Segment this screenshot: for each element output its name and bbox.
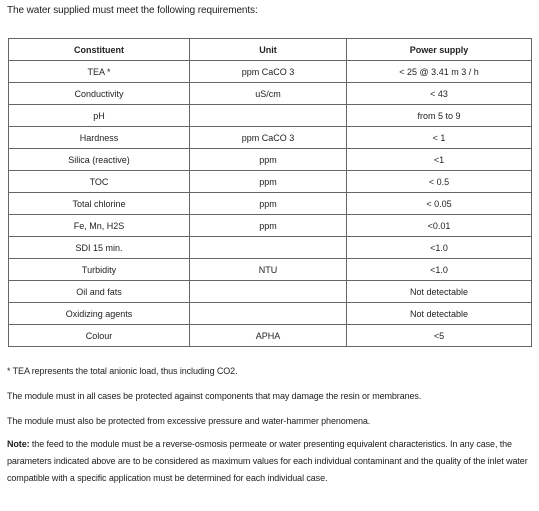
intro-text: The water supplied must meet the following requirements: bbox=[7, 5, 258, 16]
table-row bbox=[9, 149, 532, 171]
unit-cell bbox=[190, 237, 347, 259]
requirements-table bbox=[8, 38, 532, 347]
constituent-cell: Total chlorine bbox=[9, 193, 190, 215]
unit-cell: ppm bbox=[190, 149, 347, 171]
limit-cell: <1 bbox=[347, 149, 532, 171]
table-row bbox=[9, 171, 532, 193]
limit-cell: <0.01 bbox=[347, 215, 532, 237]
limit-cell: Not detectable bbox=[347, 281, 532, 303]
limit-cell: <1.0 bbox=[347, 237, 532, 259]
unit-cell: ppm bbox=[190, 215, 347, 237]
unit-cell bbox=[190, 105, 347, 127]
limit-cell: < 43 bbox=[347, 83, 532, 105]
table-row bbox=[9, 237, 532, 259]
constituent-cell: Oil and fats bbox=[9, 281, 190, 303]
table-row bbox=[9, 193, 532, 215]
unit-cell bbox=[190, 281, 347, 303]
tea-footnote: * TEA represents the total anionic load, thus including CO2. bbox=[7, 366, 238, 376]
constituent-cell: TEA * bbox=[9, 61, 190, 83]
table-header-row bbox=[9, 39, 532, 61]
note-text: the feed to the module must be a reverse-osmosis permeate or water presenting equivalent characteristics. In any case, the parameters indicated above are to be considered as maximum values for each individual contaminant and the quality of the inlet water compatible with a specific application must be determined for each individual case. bbox=[7, 439, 528, 483]
protection-note-resin: The module must in all cases be protected against components that may damage the resin or membranes. bbox=[7, 391, 422, 401]
constituent-cell: Turbidity bbox=[9, 259, 190, 281]
unit-cell bbox=[190, 303, 347, 325]
limit-cell: < 25 @ 3.41 m 3 / h bbox=[347, 61, 532, 83]
unit-cell: uS/cm bbox=[190, 83, 347, 105]
limit-cell: < 1 bbox=[347, 127, 532, 149]
protection-note-pressure: The module must also be protected from excessive pressure and water-hammer phenomena. bbox=[7, 416, 371, 426]
limit-cell: <1.0 bbox=[347, 259, 532, 281]
table-row bbox=[9, 325, 532, 347]
limit-cell: <5 bbox=[347, 325, 532, 347]
constituent-cell: Oxidizing agents bbox=[9, 303, 190, 325]
table-row bbox=[9, 127, 532, 149]
notes-section bbox=[7, 365, 535, 499]
table-row bbox=[9, 61, 532, 83]
feed-water-note bbox=[7, 436, 535, 487]
unit-cell: APHA bbox=[190, 325, 347, 347]
column-header-power-supply: Power supply bbox=[347, 39, 532, 61]
constituent-cell: pH bbox=[9, 105, 190, 127]
table-row bbox=[9, 215, 532, 237]
limit-cell: < 0.05 bbox=[347, 193, 532, 215]
constituent-cell: Conductivity bbox=[9, 83, 190, 105]
limit-cell: < 0.5 bbox=[347, 171, 532, 193]
limit-cell: Not detectable bbox=[347, 303, 532, 325]
constituent-cell: Fe, Mn, H2S bbox=[9, 215, 190, 237]
table-row bbox=[9, 259, 532, 281]
unit-cell: ppm bbox=[190, 193, 347, 215]
limit-cell: from 5 to 9 bbox=[347, 105, 532, 127]
unit-cell: ppm bbox=[190, 171, 347, 193]
constituent-cell: TOC bbox=[9, 171, 190, 193]
unit-cell: ppm CaCO 3 bbox=[190, 61, 347, 83]
table-row bbox=[9, 83, 532, 105]
constituent-cell: Hardness bbox=[9, 127, 190, 149]
table-row bbox=[9, 281, 532, 303]
column-header-unit: Unit bbox=[190, 39, 347, 61]
constituent-cell: Colour bbox=[9, 325, 190, 347]
table-row bbox=[9, 105, 532, 127]
constituent-cell: SDI 15 min. bbox=[9, 237, 190, 259]
unit-cell: ppm CaCO 3 bbox=[190, 127, 347, 149]
column-header-constituent: Constituent bbox=[9, 39, 190, 61]
unit-cell: NTU bbox=[190, 259, 347, 281]
note-label: Note: bbox=[7, 439, 30, 449]
constituent-cell: Silica (reactive) bbox=[9, 149, 190, 171]
table-row bbox=[9, 303, 532, 325]
